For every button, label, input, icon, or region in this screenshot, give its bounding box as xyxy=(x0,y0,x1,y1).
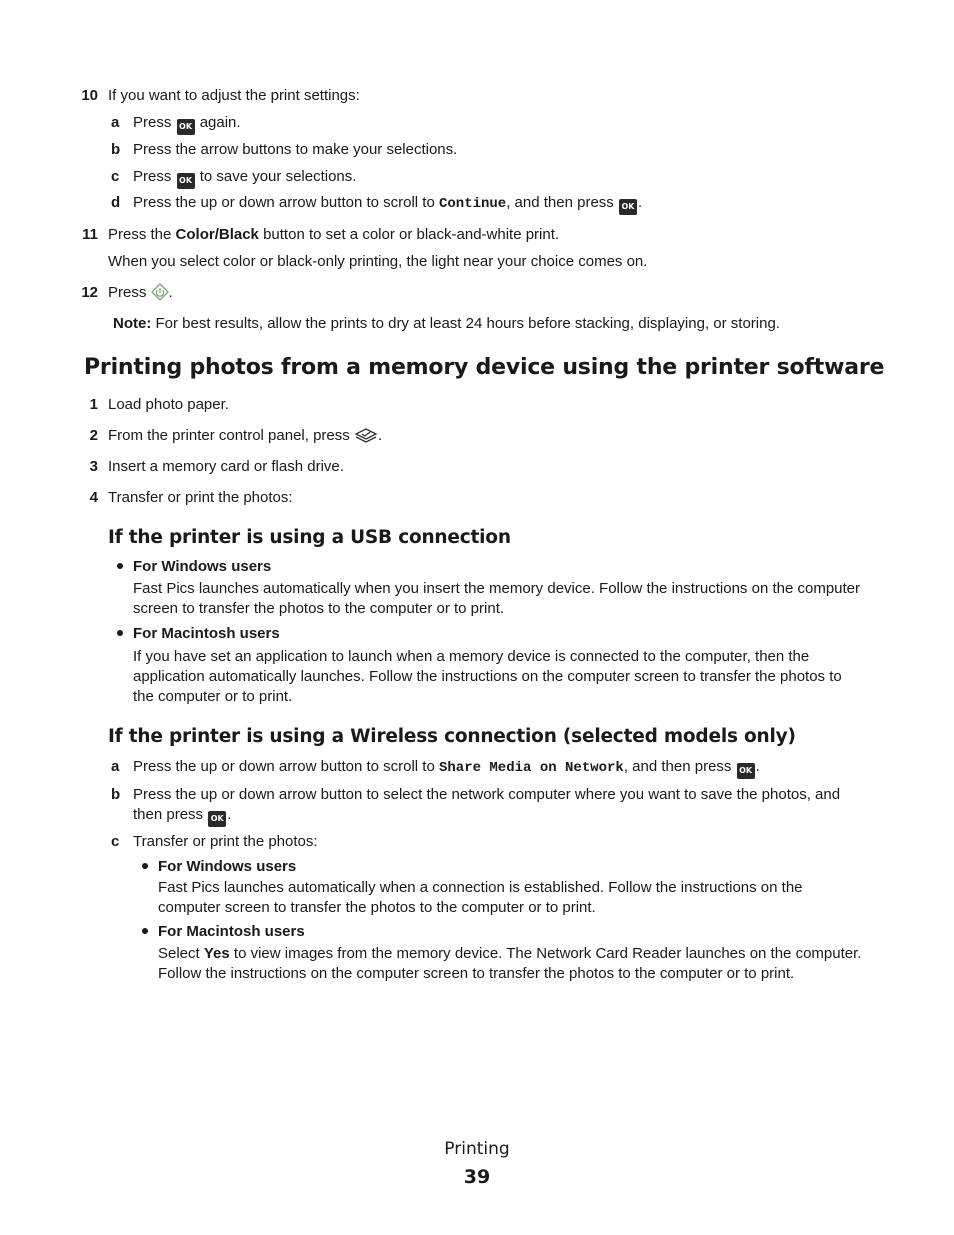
substep-text: Transfer or print the photos: xyxy=(133,833,318,850)
bullet xyxy=(117,563,123,569)
substep-text: Press OK again. xyxy=(133,113,241,135)
step-text: Load photo paper. xyxy=(108,396,229,413)
bullet-label: For Windows users xyxy=(158,858,297,875)
bullet-label: For Windows users xyxy=(133,558,272,575)
step-number: 3 xyxy=(89,458,98,475)
photo-card-icon xyxy=(354,426,378,444)
ok-button-icon: OK xyxy=(177,173,195,189)
bullet-text: Fast Pics launches automatically when you insert the memory device. Follow the instructions on the computer xyxy=(133,580,861,597)
bullet-text: the computer or to print. xyxy=(133,688,293,705)
substep-text: Press the up or down arrow button to scroll to Share Media on Network, and then press OK . xyxy=(133,757,760,779)
substep-text: Press the arrow buttons to make your selections. xyxy=(133,141,458,158)
menu-option-share-media: Share Media on Network xyxy=(439,760,624,776)
ok-button-icon: OK xyxy=(619,199,637,215)
ok-button-icon: OK xyxy=(737,763,755,779)
step-text: Press . xyxy=(108,284,173,301)
note: Note: For best results, allow the prints to dry at least 24 hours before stacking, displaying, or storing. xyxy=(113,315,780,332)
step-text: Transfer or print the photos: xyxy=(108,489,293,506)
step-number: 4 xyxy=(89,489,98,506)
bullet xyxy=(142,928,148,934)
step-number: 2 xyxy=(89,427,98,444)
step-text: Insert a memory card or flash drive. xyxy=(108,458,344,475)
ok-button-icon: OK xyxy=(177,119,195,135)
step-text: Press the Color/Black button to set a color or black-and-white print. xyxy=(108,226,560,243)
menu-option-continue: Continue xyxy=(439,196,507,212)
wireless-heading: If the printer is using a Wireless connection (selected models only) xyxy=(108,726,796,747)
substep-text: then press OK . xyxy=(133,805,231,827)
bullet-label: For Macintosh users xyxy=(133,625,280,642)
section-title: Printing photos from a memory device using the printer software xyxy=(84,355,885,380)
bullet-text: Select Yes to view images from the memory device. The Network Card Reader launches on the computer. xyxy=(158,945,862,962)
step-number: 10 xyxy=(81,87,98,104)
start-icon xyxy=(151,283,169,301)
step-number: 1 xyxy=(89,396,98,413)
bullet-text: If you have set an application to launch when a memory device is connected to the computer, then the xyxy=(133,648,810,665)
step-text: If you want to adjust the print settings: xyxy=(108,87,360,104)
bullet-text: screen to transfer the photos to the computer or to print. xyxy=(133,600,505,617)
step-text: From the printer control panel, press . xyxy=(108,427,383,444)
substep-letter: b xyxy=(111,141,121,158)
substep-text: Press OK to save your selections. xyxy=(133,167,356,189)
substep-letter: d xyxy=(111,194,121,211)
bullet xyxy=(142,863,148,869)
substep-letter: c xyxy=(111,168,120,185)
footer-chapter: Printing xyxy=(444,1139,510,1159)
step-subtext: When you select color or black-only printing, the light near your choice comes on. xyxy=(108,253,648,270)
substep-letter: c xyxy=(111,833,120,850)
bullet xyxy=(117,630,123,636)
substep-text: Press the up or down arrow button to select the network computer where you want to save the photos, and xyxy=(133,786,841,803)
step-number: 11 xyxy=(82,226,98,243)
substep-letter: b xyxy=(111,786,121,803)
substep-letter: a xyxy=(111,114,120,131)
bullet-label: For Macintosh users xyxy=(158,923,305,940)
bullet-text: application automatically launches. Follow the instructions on the computer screen to transfer the photos to xyxy=(133,668,842,685)
substep-letter: a xyxy=(111,758,120,775)
usb-heading: If the printer is using a USB connection xyxy=(108,527,511,548)
page-number: 39 xyxy=(463,1166,491,1188)
step-number: 12 xyxy=(81,284,98,301)
bullet-text: computer screen to transfer the photos to the computer or to print. xyxy=(158,899,596,916)
ok-button-icon: OK xyxy=(208,811,226,827)
substep-text: Press the up or down arrow button to scroll to Continue, and then press OK . xyxy=(133,193,642,215)
bullet-text: Follow the instructions on the computer screen to transfer the photos to the computer or to print. xyxy=(158,965,795,982)
bullet-text: Fast Pics launches automatically when a connection is established. Follow the instructions on the xyxy=(158,879,803,896)
